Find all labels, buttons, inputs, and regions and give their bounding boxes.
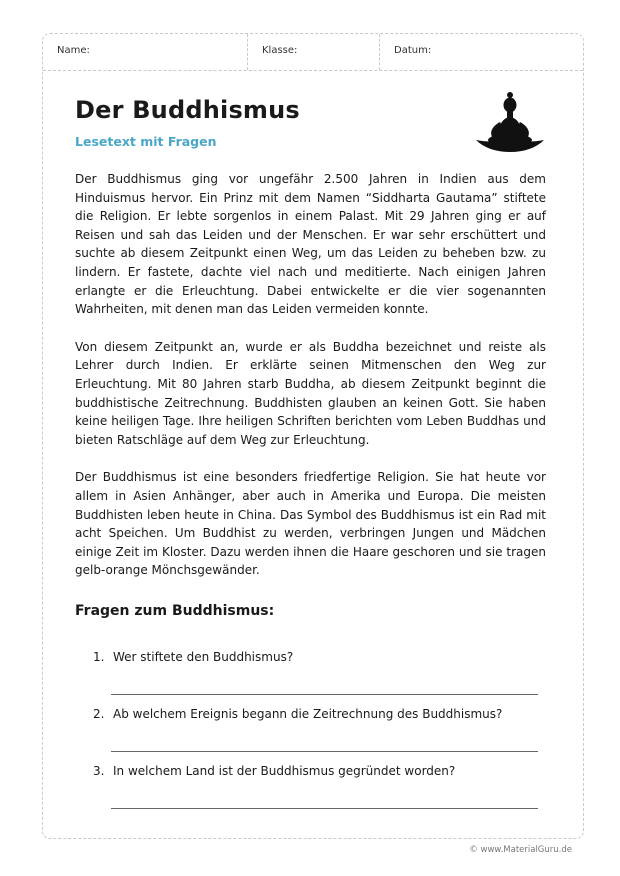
copyright-footer: © www.MaterialGuru.de — [469, 845, 572, 855]
meditating-buddha-icon — [474, 90, 546, 156]
reading-text — [75, 170, 546, 599]
name-label: Name: — [57, 45, 90, 56]
question-number: 3. — [93, 764, 105, 778]
date-field[interactable] — [380, 34, 583, 70]
question-2 — [93, 707, 502, 721]
answer-line-1[interactable] — [111, 694, 538, 695]
paragraph-2: Von diesem Zeitpunkt an, wurde er als Buddha bezeichnet und reiste als Lehrer durch Indien. Er erklärte seinen Mitmenschen den Weg zur Erleuchtung. Mit 80 Jahren starb Buddha, ab diesem Zeitpunkt beginnt die buddhistische Zeitrechnung. Buddhisten glauben an keinen Gott. Sie haben keine heiligen Tage. Ihre heiligen Schriften berichten vom Leben Buddhas und bieten Ratschläge auf dem Weg zur Erleuchtung. — [75, 339, 546, 447]
question-text: Wer stiftete den Buddhismus? — [113, 650, 294, 664]
class-label: Klasse: — [262, 45, 298, 56]
question-number: 2. — [93, 707, 105, 721]
question-text: Ab welchem Ereignis begann die Zeitrechnung des Buddhismus? — [113, 707, 503, 721]
answer-line-3[interactable] — [111, 808, 538, 809]
question-3 — [93, 764, 455, 778]
answer-line-2[interactable] — [111, 751, 538, 752]
name-field[interactable] — [43, 34, 248, 70]
page-subtitle: Lesetext mit Fragen — [75, 134, 217, 149]
question-1 — [93, 650, 293, 664]
student-info-row — [43, 34, 583, 71]
paragraph-1: Der Buddhismus ging vor ungefähr 2.500 Jahren in Indien aus dem Hinduismus hervor. Ein Prinz mit dem Namen “Siddharta Gautama” stiftete die Religion. Er lebte sorgenlos in einem Palast. Mit 29 Jahren ging er auf Reisen und sah das Leiden und der Menschen. Er war sehr erschüttert und suchte ab diesem Zeitpunkt einen Weg, um das Leiden zu beheben bzw. zu lindern. Er fastete, dachte viel nach und meditierte. Nach einigen Jahren erlangte er die Erleuchtung. Dabei entwickelte er die vier sogenannten Wahrheiten, mit denen man das Leiden vermeiden konnte. — [75, 172, 546, 317]
date-label: Datum: — [394, 45, 432, 56]
questions-heading: Fragen zum Buddhismus: — [75, 603, 275, 619]
question-number: 1. — [93, 650, 105, 664]
question-text: In welchem Land ist der Buddhismus gegründet worden? — [113, 764, 456, 778]
paragraph-3: Der Buddhismus ist eine besonders friedfertige Religion. Sie hat heute vor allem in Asien Anhänger, aber auch in Amerika und Europa. Die meisten Buddhisten leben heute in China. Das Symbol des Buddhismus ist ein Rad mit acht Speichen. Um Buddhist zu werden, verbringen Jungen und Mädchen einige Zeit im Kloster. Dazu werden ihnen die Haare geschoren und sie tragen gelb-orange Mönchsgewänder. — [75, 470, 546, 578]
page-title: Der Buddhismus — [75, 96, 300, 124]
class-field[interactable] — [248, 34, 380, 70]
